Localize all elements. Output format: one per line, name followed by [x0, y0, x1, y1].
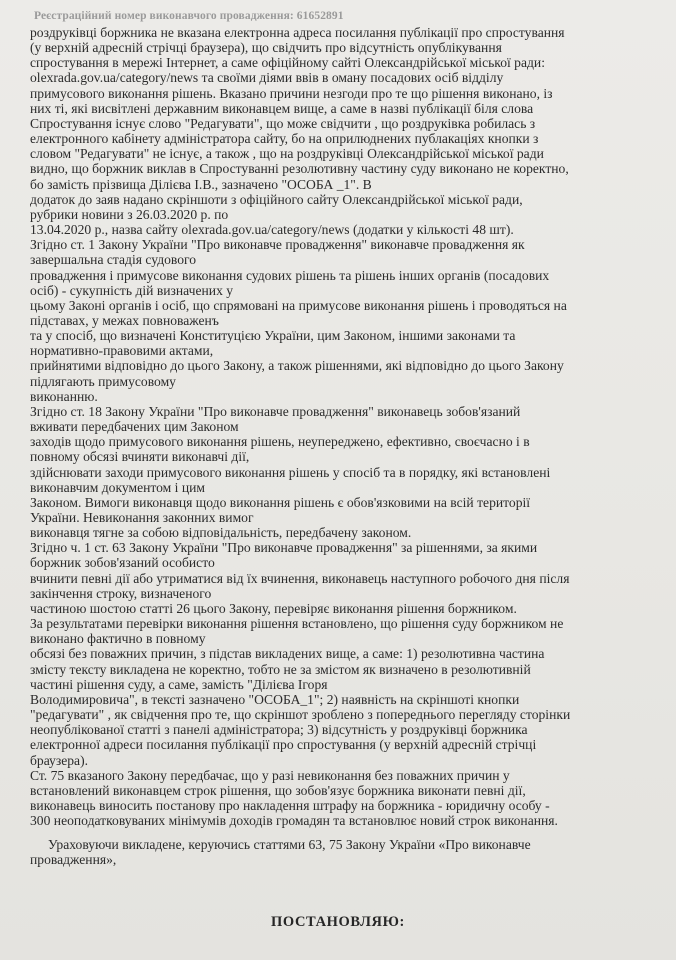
text-line: та у спосіб, що визначені Конституцією України, цим Законом, іншими законами та: [30, 328, 516, 344]
text-line: 13.04.2020 р., назва сайту olexrada.gov.ua/category/news (додатки у кількості 48 шт).: [30, 222, 514, 238]
text-line: виконавець виносить постанову про накладення штрафу на боржника - юридичну особу -: [30, 797, 550, 813]
closing-paragraph: [30, 837, 654, 867]
text-line: 300 неоподатковуваних мінімумів доходів громадян та встановлює новий строк виконання.: [30, 813, 558, 829]
text-line: "редагувати" , як свідчення про те, що скріншот зроблено з попереднього перегляду сторінки: [30, 707, 571, 723]
text-line: підставах, у межах повноваженъ: [30, 312, 219, 328]
text-line: провадження і примусове виконання судових рішень та рішень інших органів (посадових: [30, 267, 550, 283]
text-line: спростування в мережі Інтернет, а саме офіційному сайті Олександрійської міської ради:: [30, 55, 545, 71]
text-line: виконавчим документом і цим: [30, 479, 206, 495]
text-line: повному обсязі вчиняти виконавчі дії,: [30, 449, 250, 465]
text-line: додаток до заяв надано скріншоти з офіційного сайту Олександрійської міської ради,: [30, 191, 523, 207]
text-line: електронного кабінету адміністратора сайту, бо на оприлюднених публакаціях кнопки з: [30, 131, 539, 147]
text-line: обсязі без поважних причин, з підстав викладених вище, а саме: 1) резолютивна частина: [30, 646, 545, 662]
text-line: закінчення строку, визначеного: [30, 585, 212, 601]
text-line: частиною шостою статті 26 цього Закону, перевіряє виконання рішення боржником.: [30, 600, 517, 616]
text-line: Ст. 75 вказаного Закону передбачає, що у разі невиконання без поважних причин у: [30, 767, 510, 783]
text-line: змісту тексту викладена не коректно, тобто не за змістом як визначено в резолютивній: [30, 661, 531, 677]
text-line: прийнятими відповідно до цього Закону, а також рішеннями, які відповідно до цього Закону: [30, 358, 564, 374]
text-line: бо замість прізвища Ділієва І.В., зазначено "ОСОБА _1". В: [30, 176, 372, 192]
text-line: встановлений виконавцем строк рішення, що зобов'язує боржника виконати певні дії,: [30, 782, 526, 798]
text-line: Спростування існує слово "Редагувати", що може свідчити , що роздруківка робилась з: [30, 115, 536, 131]
text-line: них ті, які висвітлені державним виконавцем вище, а саме в назві публікації біля слова: [30, 100, 534, 116]
text-line: вживати передбачених цим Законом: [30, 419, 239, 435]
text-line: (у верхній адресній стрічці браузера), що свідчить про відсутність опублікування: [30, 40, 502, 56]
text-line: Володимировича", в тексті зазначено "ОСОБА_1"; 2) наявність на скріншоті кнопки: [30, 691, 520, 707]
text-line: виконанню.: [30, 388, 98, 404]
text-line: електронної адреси посилання публікації про спростування (у верхній адресній стрічці: [30, 737, 537, 753]
text-line: неопублікованої статті з панелі адміністратора; 3) відсутність у роздруківці боржника: [30, 722, 528, 738]
document-body: [30, 25, 654, 828]
text-line: Згідно ст. 18 Закону України "Про виконавче провадження" виконавець зобов'язаний: [30, 403, 521, 419]
text-line: Законом. Вимоги виконавця щодо виконання рішень є обов'язковими на всій території: [30, 494, 531, 510]
text-line: рубрики новини з 26.03.2020 р. по: [30, 206, 229, 222]
text-line: За результатами перевірки виконання рішення встановлено, що рішення суду боржником не: [30, 616, 564, 632]
text-line: примусового виконання рішень. Вказано причини незгоди про те що рішення виконано, із: [30, 85, 553, 101]
text-line: України. Невиконання законних вимог: [30, 510, 254, 525]
text-line: роздруківці боржника не вказана електронна адреса посилання публікації про спростування: [30, 25, 565, 40]
text-line: вчинити певні дії або утриматися від їх вчинення, виконавець наступного робочого дня після: [30, 570, 570, 586]
text-line: нормативно-правовими актами,: [30, 343, 214, 359]
text-line: підлягають примусовому: [30, 373, 176, 389]
text-line: осіб) - сукупність дій визначених у: [30, 282, 234, 298]
text-line: частині рішення суду, а саме, замість "Ділієва Ігоря: [30, 676, 328, 692]
registry-number: Реєстраційний номер виконавчого провадження: 61652891: [34, 10, 344, 22]
text-line: цьому Законі органів і осіб, що спрямовані на примусове виконання рішень і проводяться на: [30, 297, 567, 313]
text-line: Згідно ч. 1 ст. 63 Закону України "Про виконавче провадження" за рішеннями, за якими: [30, 540, 538, 556]
text-line: Ураховуючи викладене, керуючись статтями 63, 75 Закону України «Про виконавче: [48, 837, 531, 853]
text-line: провадження»,: [30, 852, 117, 868]
text-line: боржник зобов'язаний особисто: [30, 555, 215, 571]
text-line: словом "Редагувати" не існує, а також , що на роздруківці Олександрійської міської ради: [30, 146, 544, 162]
text-line: завершальна стадія судового: [30, 252, 197, 268]
resolution-heading: ПОСТАНОВЛЯЮ:: [271, 914, 405, 930]
text-line: заходів щодо примусового виконання рішень, неупереджено, ефективно, своєчасно і в: [30, 434, 530, 450]
text-line: видно, що боржник виклав в Спростуванні резолютивну частину суду виконано не коректно,: [30, 161, 569, 177]
text-line: браузера).: [30, 752, 89, 768]
text-line: здійснювати заходи примусового виконання рішень у спосіб та в порядку, які встановлені: [30, 464, 551, 480]
text-line: виконавця тягне за собою відповідальність, передбачену законом.: [30, 525, 412, 541]
text-line: olexrada.gov.ua/category/news та своїми діями ввів в оману посадових осіб відділу: [30, 70, 504, 86]
text-line: Згідно ст. 1 Закону України "Про виконавче провадження" виконавче провадження як: [30, 237, 525, 253]
text-line: виконано фактично в повному: [30, 631, 206, 647]
